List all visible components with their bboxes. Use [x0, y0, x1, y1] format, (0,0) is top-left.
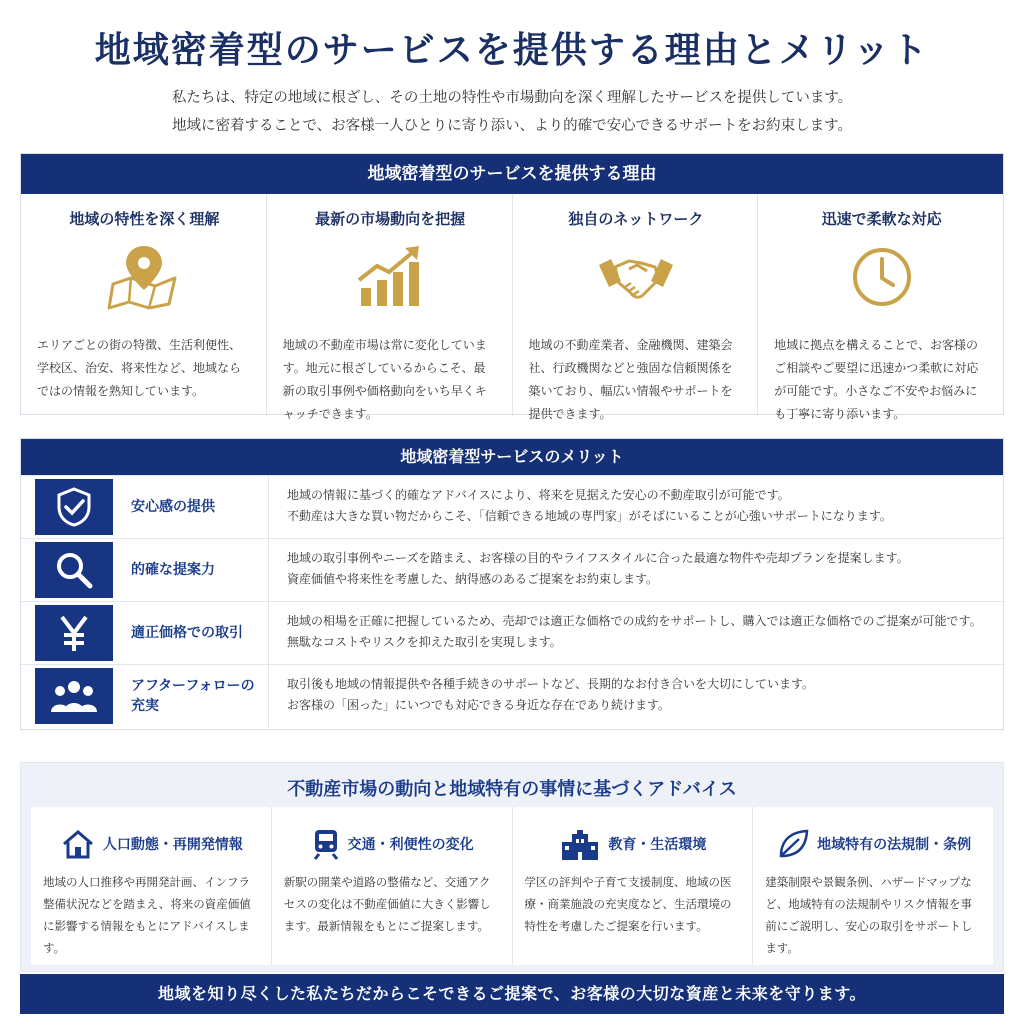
merits-heading: 地域密着型サービスのメリット: [21, 439, 1003, 475]
advice-card: [513, 807, 754, 965]
merit-row: [21, 664, 1003, 727]
reasons-heading: 地域密着型のサービスを提供する理由: [21, 154, 1003, 194]
advice-title: 交通・利便性の変化: [347, 837, 474, 853]
clock-icon: [774, 234, 989, 320]
advice-text: 地域の人口推移や再開発計画、インフラ整備状況などを踏まえ、将来の資産価値に影響する情報をもとにアドバイスします。: [43, 875, 251, 955]
reason-card: [21, 194, 267, 416]
advice-text: 建築制限や景観条例、ハザードマップなど、地域特有の法規制やリスク情報を事前にご説明し、安心の取引をサポートします。: [765, 875, 973, 955]
reason-title: 最新の市場動向を把握: [315, 210, 466, 228]
leaf-icon: [777, 828, 809, 860]
reason-title: 独自のネットワーク: [568, 210, 704, 228]
merit-text-line: 資産価値や将来性を考慮した、納得感のあるご提案をお約束します。: [287, 572, 659, 586]
intro-text: [0, 84, 1024, 140]
reason-text: エリアごとの街の特徴、生活利便性、学校区、治安、将来性など、地域ならではの情報を熟知しています。: [37, 338, 242, 398]
shield-check-icon: [35, 479, 113, 535]
merit-label: 的確な提案力: [131, 562, 215, 578]
footer-message: 地域を知り尽くした私たちだからこそできるご提案で、お客様の大切な資産と未来を守ります。: [20, 974, 1004, 1014]
advice-card: [272, 807, 513, 965]
advice-title: 教育・生活環境: [608, 837, 707, 853]
merit-row: [21, 475, 1003, 538]
merits-section: [20, 438, 1004, 730]
reason-text: 地域の不動産業者、金融機関、建築会社、行政機関などと強固な信頼関係を築いており、幅広い情報やサポートを提供できます。: [528, 338, 733, 421]
merit-text: [268, 602, 1003, 664]
advice-card: [753, 807, 993, 965]
merit-text-line: 取引後も地域の情報提供や各種手続きのサポートなど、長期的なお付き合いを大切にしています。: [287, 677, 815, 691]
reason-title: 地域の特性を深く理解: [69, 210, 220, 228]
merit-text: [268, 539, 1003, 601]
map-pin-icon: [37, 234, 252, 320]
advice-section: [20, 762, 1004, 972]
advice-title: 人口動態・再開発情報: [102, 837, 243, 853]
intro-line-1: 私たちは、特定の地域に根ざし、その土地の特性や市場動向を深く理解したサービスを提供しています。: [171, 90, 853, 106]
advice-text: 学区の評判や子育て支援制度、地域の医療・商業施設の充実度など、生活環境の特性を考慮したご提案を行います。: [524, 875, 732, 933]
merit-row: [21, 601, 1003, 664]
merit-text-line: 無駄なコストやリスクを抑えた取引を実現します。: [287, 635, 562, 649]
reason-card: [513, 194, 759, 421]
advice-card: [31, 807, 272, 965]
people-icon: [35, 668, 113, 724]
merit-text-line: 地域の情報に基づく的確なアドバイスにより、将来を見据えた安心の不動産取引が可能です。: [287, 488, 790, 502]
reason-card: [267, 194, 513, 421]
reasons-section: [20, 153, 1004, 421]
reason-card: [758, 194, 1003, 421]
reason-text: 地域に拠点を構えることで、お客様のご相談やご要望に迅速かつ柔軟に対応が可能です。小さなご不安やお悩みにも丁寧に寄り添います。: [774, 338, 979, 421]
handshake-icon: [529, 234, 744, 320]
advice-heading: 不動産市場の動向と地域特有の事情に基づくアドバイス: [287, 779, 737, 800]
advice-text: 新駅の開業や道路の整備など、交通アクセスの変化は不動産価値に大きく影響します。最新情報をもとにご提案します。: [283, 875, 491, 933]
search-icon: [35, 542, 113, 598]
intro-line-2: 地域に密着することで、お客様一人ひとりに寄り添い、より的確で安心できるサポートをお約束します。: [171, 118, 853, 134]
school-icon: [560, 828, 600, 860]
merit-text: [268, 665, 1003, 727]
merit-text-line: 地域の相場を正確に把握しているため、売却では適正な価格での成約をサポートし、購入では適正な価格でのご提案が可能です。: [287, 614, 982, 628]
house-icon: [61, 829, 95, 859]
merit-label: 安心感の提供: [131, 499, 215, 515]
reason-title: 迅速で柔軟な対応: [821, 210, 942, 228]
train-icon: [312, 828, 340, 860]
merit-text-line: お客様の「困った」にいつでも対応できる身近な存在であり続けます。: [287, 698, 671, 712]
merit-text-line: 地域の取引事例やニーズを踏まえ、お客様の目的やライフスタイルに合った最適な物件や売却プランを提案します。: [287, 551, 909, 565]
merit-label: 適正価格での取引: [131, 625, 243, 641]
merit-label: アフターフォローの充実: [131, 678, 255, 714]
rising-chart-icon: [283, 234, 498, 320]
merit-text-line: 不動産は大きな買い物だからこそ、「信頼できる地域の専門家」がそばにいることが心強いサポートになります。: [287, 509, 892, 523]
merit-row: [21, 538, 1003, 601]
page-title: 地域密着型のサービスを提供する理由とメリット: [94, 29, 930, 71]
merit-text: [268, 476, 1003, 538]
yen-icon: [35, 605, 113, 661]
reason-text: 地域の不動産市場は常に変化しています。地元に根ざしているからこそ、最新の取引事例や価格動向をいち早くキャッチできます。: [282, 338, 487, 421]
advice-title: 地域特有の法規制・条例: [817, 837, 972, 853]
